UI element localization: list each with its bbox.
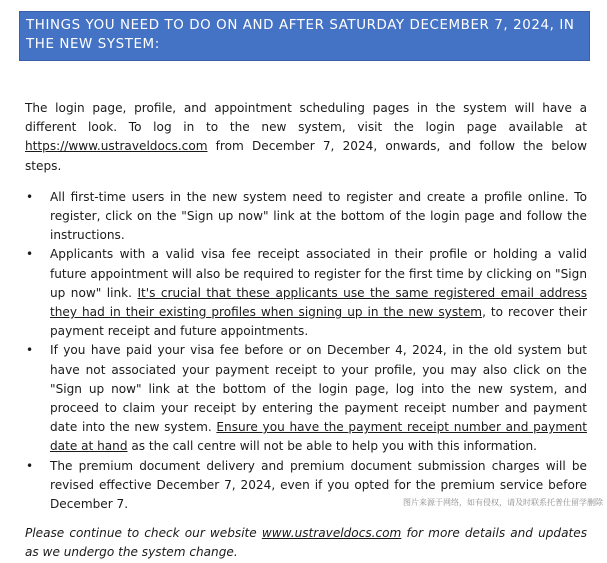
intro-text-before: The login page, profile, and appointment scheduling pages in the system will have a different look. To log in to the new system, visit the login page available at [25, 101, 587, 135]
banner-title-line-1: THINGS YOU NEED TO DO ON AND AFTER SATURDAY DECEMBER 7, 2024, IN [26, 18, 575, 33]
ustraveldocs-website-link[interactable]: www.ustraveldocs.com [261, 526, 402, 541]
bullet-icon: • [26, 458, 34, 473]
step-2-emphasis: It's crucial that these applicants use the same registered email address they had in their existing profiles when signing up in the new system [50, 285, 587, 320]
list-item [25, 188, 587, 246]
banner-title-line-2: THE NEW SYSTEM: [26, 37, 160, 52]
list-item [25, 245, 587, 341]
steps-list [25, 188, 587, 514]
bullet-icon: • [26, 247, 34, 262]
step-2-text-end: , to recover their payment receipt and future appointments. [50, 305, 587, 339]
step-4-text: The premium document delivery and premium document submission charges will be revised effective December 7, 2024, even if you opted for the premium service before December 7. [50, 458, 587, 512]
list-item [25, 341, 587, 456]
ustraveldocs-login-link[interactable]: https://www.ustraveldocs.com [25, 139, 208, 154]
bullet-icon: • [26, 343, 34, 358]
closing-text-after: for more details and updates as we undergo the system change. [25, 526, 587, 560]
step-3-text-end: as the call centre will not be able to help you with this information. [127, 439, 537, 454]
intro-text-after: from December 7, 2024, onwards, and follow the below steps. [25, 139, 587, 173]
source-watermark: 图片来源于网络，如有侵权，请及时联系托普仕留学删除 [403, 498, 603, 507]
step-3-text: If you have paid your visa fee before or on December 4, 2024, in the old system but have not associated your payment receipt to your profile, you may also click on the "Sign up now" link at the bottom of the login page, log into the new system, and proceed to claim your receipt by entering the payment receipt number and payment date into the new system. [50, 343, 587, 435]
notice-body [25, 99, 587, 563]
step-2-text: Applicants with a valid visa fee receipt associated in their profile or holding a valid future appointment will also be required to register for the first time by clicking on "Sign up now" link. [50, 247, 587, 300]
bullet-icon: • [26, 189, 34, 204]
closing-paragraph [25, 524, 587, 562]
section-header-banner [19, 11, 590, 61]
intro-paragraph [25, 99, 587, 176]
step-3-emphasis: Ensure you have the payment receipt number and payment date at hand [50, 420, 587, 454]
step-1-text: All first-time users in the new system need to register and create a profile online. To register, click on the "Sign up now" link at the bottom of the login page and follow the instructions. [50, 189, 587, 243]
closing-text-before: Please continue to check our website [25, 526, 262, 541]
